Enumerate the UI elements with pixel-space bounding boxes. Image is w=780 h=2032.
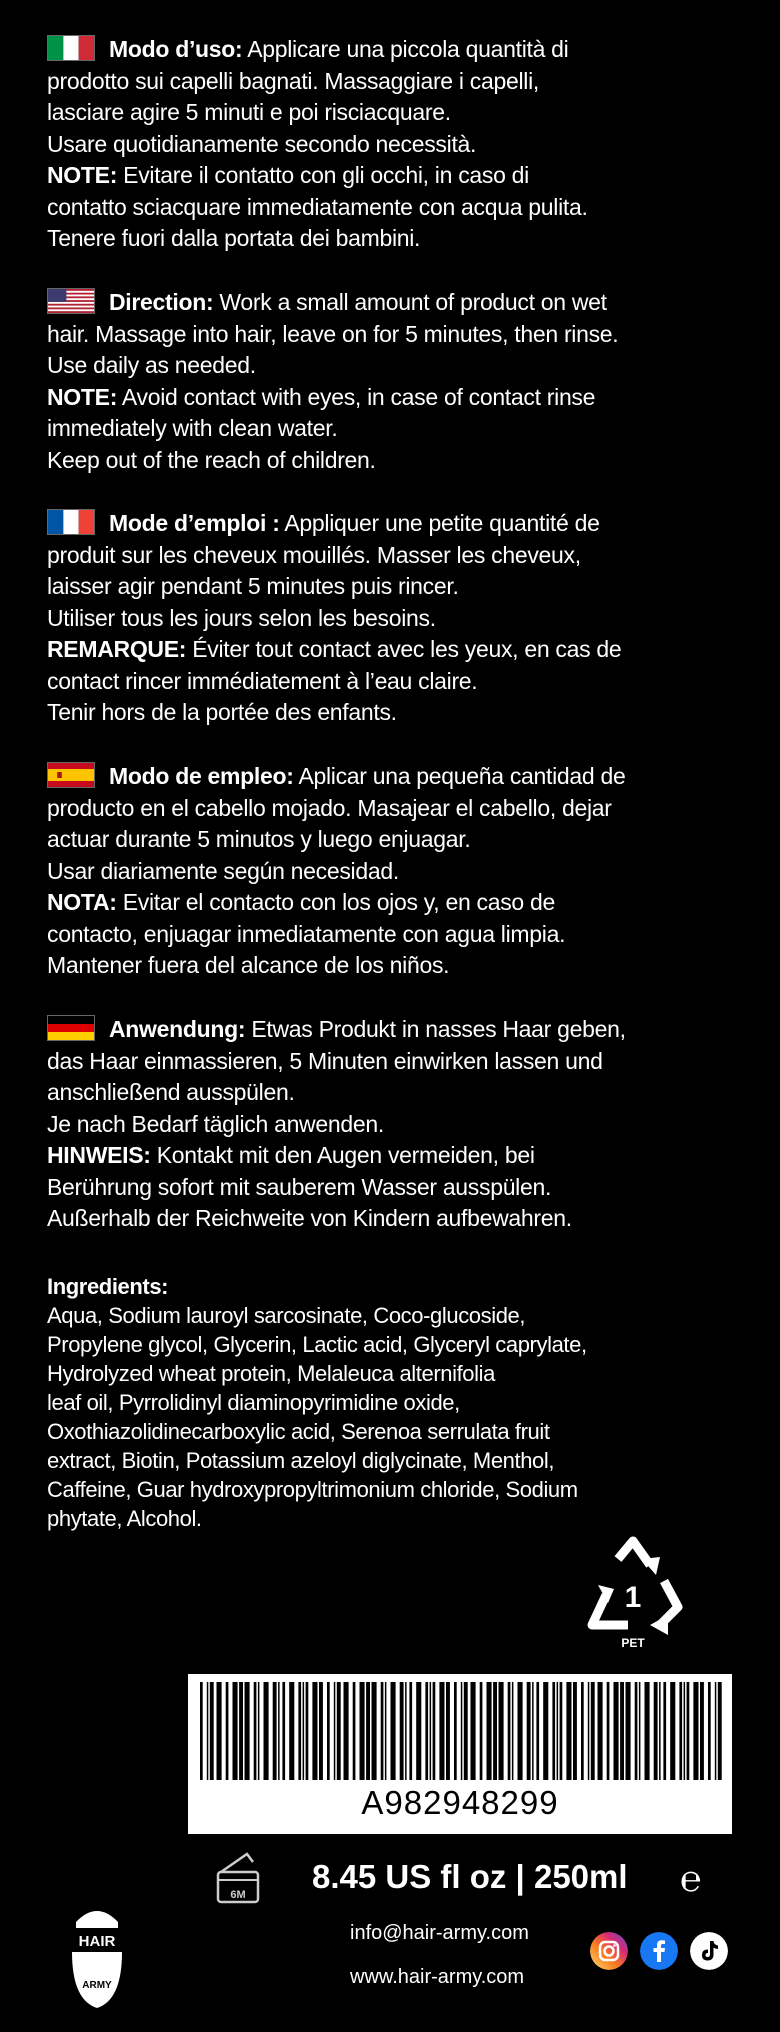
barcode-bar [598,1682,603,1780]
barcode-bar [337,1682,341,1780]
spain-flag-icon [47,762,95,788]
barcode-bar [433,1682,436,1780]
barcode-bar [400,1682,404,1780]
tiktok-icon[interactable] [690,1932,728,1970]
pao-label: 6M [230,1889,246,1901]
germany-flag-icon [47,1015,95,1041]
barcode-bar [425,1682,428,1780]
barcode-bar [254,1682,257,1780]
ingredients-line: Caffeine, Guar hydroxypropyltrimonium chloride, Sodium [47,1477,578,1502]
section-text: Use daily as needed. [47,352,256,378]
section-italian [47,34,747,255]
ingredients-line: Oxothiazolidinecarboxylic acid, Serenoa serrulata fruit [47,1419,550,1444]
barcode-bar [245,1682,250,1780]
section-text: Appliquer une petite quantité de [279,510,600,536]
note-text: contact rincer immédiatement à l’eau claire. [47,667,478,694]
barcode-bar [360,1682,365,1780]
barcode-bar [264,1682,269,1780]
section-text: prodotto sui capelli bagnati. Massaggiare i capelli, [47,67,539,94]
barcode-bar [446,1682,450,1780]
website-link[interactable]: www.hair-army.com [350,1966,525,1988]
note-text: Außerhalb der Reichweite von Kindern aufbewahren. [47,1205,572,1231]
note-label: NOTE: [47,383,118,410]
section-label: Modo de empleo: [109,763,294,789]
section-text: anschließend ausspülen. [47,1079,295,1105]
note-label: NOTE: [47,162,118,188]
barcode-bar [217,1682,222,1780]
barcode-bar [700,1682,704,1780]
note-label: NOTA: [47,889,117,915]
barcode-bar [258,1682,260,1780]
ingredients-line: extract, Biotin, Potassium azeloyl diglycinate, Menthol, [47,1448,555,1473]
barcode-bar [645,1682,650,1780]
hair-army-logo-icon [62,1900,132,2010]
france-flag-icon [47,509,95,535]
section-text: Usar diariamente según necesidad. [47,857,399,884]
section-german [47,1014,747,1235]
barcode-bar [487,1682,492,1780]
barcode-bar [626,1682,631,1780]
barcode-bar [512,1682,514,1780]
barcode-bar [366,1682,370,1780]
barcode-bar [536,1682,539,1780]
volume-text: 8.45 US fl oz | 250ml [312,1858,628,1895]
barcode-bar [508,1682,511,1780]
barcode-bar [226,1682,229,1780]
section-french [47,508,747,729]
barcode-bar [200,1682,203,1780]
section-text: Applicare una piccola quantità di [242,36,569,62]
logo-word-hair: HAIR [78,1933,116,1950]
barcode-bar [493,1682,497,1780]
barcode-bar [532,1682,534,1780]
instagram-icon[interactable] [590,1932,628,1970]
barcode-bar [278,1682,280,1780]
barcode-bar [679,1682,682,1780]
ingredients-line: Aqua, Sodium lauroyl sarcosinate, Coco-glucoside, [47,1303,526,1328]
note-text: Keep out of the reach of children. [47,446,376,473]
section-label: Mode d’emploi : [109,510,280,536]
ingredients-line: phytate, Alcohol. [47,1506,202,1531]
section-label: Direction: [109,289,214,315]
usa-flag-icon [47,288,95,314]
barcode-bar [464,1682,468,1780]
barcode-bar [353,1682,356,1780]
section-text: laisser agir pendant 5 minutes puis rincer. [47,573,459,599]
section-text: das Haar einmassieren, 5 Minuten einwirken lassen und [47,1047,603,1074]
barcode-bar [372,1682,377,1780]
barcode-bar [282,1682,285,1780]
barcode-bar [344,1682,349,1780]
barcode-bar [708,1682,711,1780]
barcode-bar [430,1682,432,1780]
section-label: Modo d’uso: [109,36,243,62]
barcode-bar [607,1682,610,1780]
barcode-bar [327,1682,330,1780]
note-text: Mantener fuera del alcance de los niños. [47,952,450,978]
section-text: Aplicar una pequeña cantidad de [293,763,626,789]
barcode-bar [409,1682,412,1780]
barcode-bar [239,1682,243,1780]
barcode-bar [480,1682,483,1780]
note-text: Evitar el contacto con los ojos y, en caso de [116,889,555,915]
barcode-number: A982948299 [361,1784,559,1821]
section-text: Utiliser tous les jours selon les besoins. [47,604,436,631]
section-text: Work a small amount of product on wet [213,289,607,315]
barcode-bar [518,1682,523,1780]
barcode-bar [312,1682,317,1780]
note-text: contatto sciacquare immediatamente con acqua pulita. [47,193,588,220]
barcode-bar [233,1682,238,1780]
barcode-bar [454,1682,457,1780]
estimated-sign-icon: ℮ [680,1858,702,1899]
note-text: Avoid contact with eyes, in case of contact rinse [117,383,596,410]
barcode-bar [334,1682,336,1780]
barcode-bars [188,1674,732,1784]
facebook-icon[interactable] [640,1932,678,1970]
barcode-bar [471,1682,476,1780]
ingredients-block [47,1272,747,1533]
section-label: Anwendung: [109,1016,246,1042]
barcode-bar [573,1682,577,1780]
note-label: REMARQUE: [47,636,187,662]
barcode-bar [684,1682,686,1780]
barcode-bar [405,1682,407,1780]
barcode-bar [273,1682,277,1780]
barcode-bar [552,1682,555,1780]
section-text: Usare quotidianamente secondo necessità. [47,130,477,157]
barcode-bar [543,1682,548,1780]
barcode-bar [416,1682,421,1780]
note-text: contacto, enjuagar inmediatamente con agua limpia. [47,920,566,947]
ingredients-title: Ingredients: [47,1274,169,1299]
section-text: Etwas Produkt in nasses Haar geben, [245,1016,626,1042]
note-text: Tenere fuori dalla portata dei bambini. [47,225,421,251]
note-text: Berührung sofort mit sauberem Wasser ausspülen. [47,1173,552,1200]
ingredients-line: leaf oil, Pyrrolidinyl diaminopyrimidine oxide, [47,1390,460,1415]
section-english [47,287,747,476]
section-text: produit sur les cheveux mouillés. Masser les cheveux, [47,541,581,568]
barcode-bar [591,1682,595,1780]
barcode-bar [614,1682,619,1780]
barcode-bar [639,1682,641,1780]
barcode-bar [687,1682,690,1780]
barcode-bar [385,1682,387,1780]
barcode-bar [654,1682,658,1780]
note-label: HINWEIS: [47,1142,151,1168]
note-text: Kontakt mit den Augen vermeiden, bei [150,1142,535,1168]
recycle-pet-icon [578,1535,688,1651]
barcode-bar [581,1682,584,1780]
email-link[interactable]: info@hair-army.com [350,1922,529,1944]
barcode-bar [210,1682,214,1780]
barcode-bar [693,1682,698,1780]
barcode-bar [560,1682,563,1780]
recycle-number: 1 [624,1581,642,1614]
note-text: immediately with clean water. [47,415,338,441]
barcode-bar [289,1682,294,1780]
barcode-bar [439,1682,444,1780]
barcode-bar [718,1682,722,1780]
barcode-bar [659,1682,661,1780]
barcode-bar [715,1682,717,1780]
recycle-material: PET [621,1636,645,1650]
barcode-bar [635,1682,638,1780]
section-spanish [47,761,747,982]
note-text: Tenir hors de la portée des enfants. [47,699,397,725]
barcode-bar [557,1682,559,1780]
barcode-bar [319,1682,323,1780]
ingredients-line: Hydrolyzed wheat protein, Melaleuca alternifolia [47,1361,495,1386]
barcode-bar [670,1682,675,1780]
section-text: lasciare agire 5 minuti e poi risciacquare. [47,99,451,125]
note-text: Evitare il contatto con gli occhi, in caso di [117,162,529,188]
barcode-bar [303,1682,305,1780]
barcode [188,1674,732,1834]
note-text: Éviter tout contact avec les yeux, en cas de [186,636,622,662]
barcode-bar [588,1682,590,1780]
barcode-bar [566,1682,571,1780]
barcode-bar [207,1682,209,1780]
barcode-bar [298,1682,301,1780]
section-text: Je nach Bedarf täglich anwenden. [47,1110,384,1137]
section-text: producto en el cabello mojado. Masajear el cabello, dejar [47,794,612,821]
barcode-bar [620,1682,624,1780]
section-text: hair. Massage into hair, leave on for 5 minutes, then rinse. [47,320,619,347]
barcode-bar [527,1682,531,1780]
barcode-bar [306,1682,309,1780]
italy-flag-icon [47,35,95,61]
barcode-bar [381,1682,384,1780]
section-text: actuar durante 5 minutos y luego enjuagar. [47,826,471,852]
barcode-bar [499,1682,504,1780]
logo-word-army: ARMY [82,1980,112,1991]
ingredients-line: Propylene glycol, Glycerin, Lactic acid, Glyceryl caprylate, [47,1332,587,1357]
pao-jar-icon [213,1850,263,1908]
barcode-bar [663,1682,666,1780]
barcode-bar [391,1682,396,1780]
barcode-bar [461,1682,463,1780]
